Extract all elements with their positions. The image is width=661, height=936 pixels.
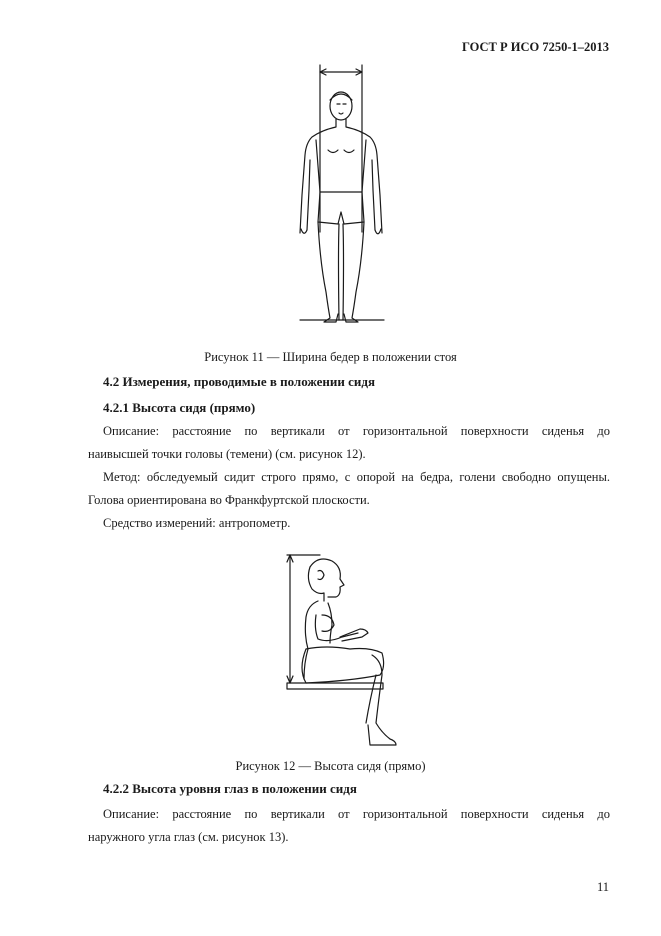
section-4-2-2-line-1: Описание: расстояние по вертикали от горизонтальной поверхности сиденья до — [103, 807, 610, 821]
figure-11-caption: Рисунок 11 — Ширина бедер в положении стоя — [204, 350, 457, 364]
standard-header: ГОСТ Р ИСО 7250-1–2013 — [461, 40, 609, 54]
section-4-2-2-line-2: наружного угла глаз (см. рисунок 13). — [88, 830, 289, 844]
section-4-2-1-heading: 4.2.1 Высота сидя (прямо) — [103, 400, 256, 415]
description-line-2: наивысшей точки головы (темени) (см. рисунок 12). — [88, 447, 366, 461]
section-4-2-1-instrument — [88, 512, 610, 535]
section-4-2-2-description — [88, 803, 610, 849]
description-line-1: Описание: расстояние по вертикали от горизонтальной поверхности сиденья до — [103, 424, 610, 438]
section-4-2-2-heading: 4.2.2 Высота уровня глаз в положении сидя — [103, 781, 357, 796]
section-4-2-heading: 4.2 Измерения, проводимые в положении сидя — [103, 374, 376, 389]
figure-11-standing-hip-breadth — [0, 0, 661, 340]
instrument-text: Средство измерений: антропометр. — [103, 516, 291, 530]
figure-12-sitting-height — [0, 545, 661, 765]
figure-12-caption: Рисунок 12 — Высота сидя (прямо) — [235, 759, 426, 773]
method-line-2: Голова ориентирована во Франкфуртской плоскости. — [88, 493, 370, 507]
method-line-1: Метод: обследуемый сидит строго прямо, с опорой на бедра, голени свободно опущены. — [103, 470, 610, 484]
section-4-2-1-description — [88, 420, 610, 466]
page-number: 11 — [596, 880, 609, 894]
section-4-2-1-method — [88, 466, 610, 512]
